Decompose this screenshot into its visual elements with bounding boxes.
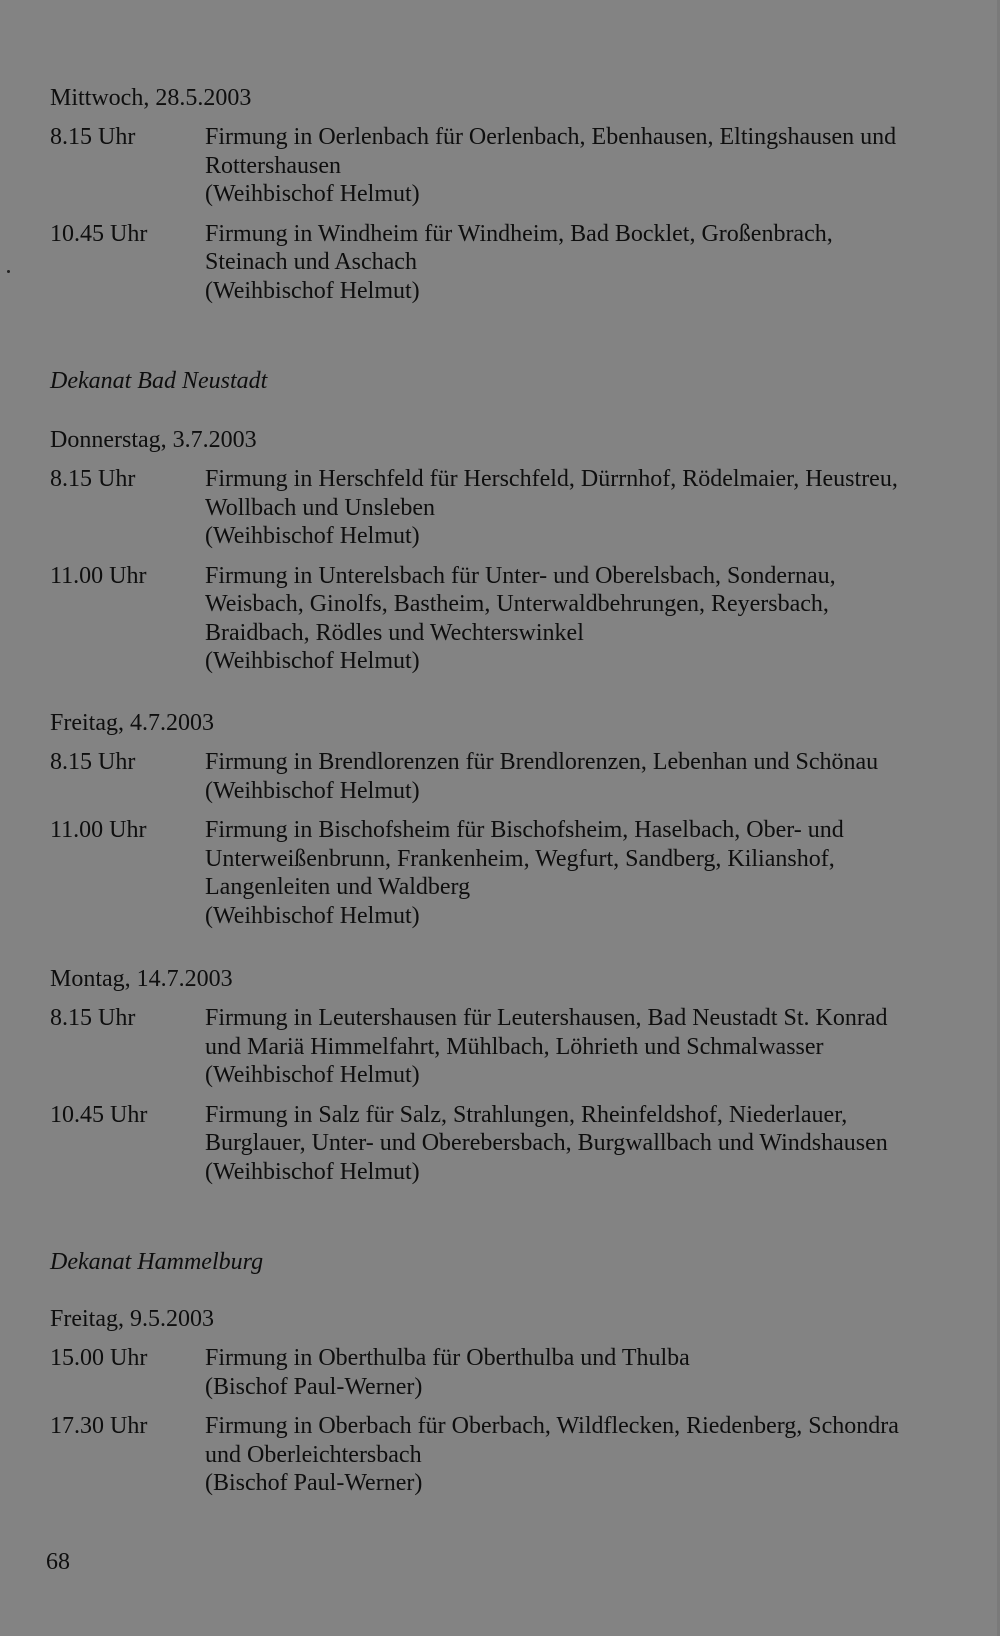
event-line: Burglauer, Unter- und Oberebersbach, Burgwallbach und Windshausen bbox=[205, 1130, 888, 1156]
event-officiant: (Bischof Paul-Werner) bbox=[205, 1470, 423, 1496]
event-line: Firmung in Oberbach für Oberbach, Wildflecken, Riedenberg, Schondra bbox=[205, 1413, 899, 1439]
event-time: 17.30 Uhr bbox=[50, 1413, 148, 1439]
event-line: Unterweißenbrunn, Frankenheim, Wegfurt, Sandberg, Kilianshof, bbox=[205, 845, 835, 872]
event-officiant: (Weihbischof Helmut) bbox=[205, 181, 420, 207]
day-date: Montag, 14.7.2003 bbox=[50, 966, 233, 992]
event-time: 10.45 Uhr bbox=[50, 1101, 148, 1128]
event-line: Firmung in Leutershausen für Leutershausen, Bad Neustadt St. Konrad bbox=[205, 1005, 888, 1031]
day-block bbox=[0, 965, 1000, 1186]
day-date: Freitag, 4.7.2003 bbox=[50, 710, 214, 736]
event-line: Firmung in Unterelsbach für Unter- und Oberelsbach, Sondernau, bbox=[205, 562, 836, 589]
event-line: Rottershausen bbox=[205, 152, 341, 179]
day-block bbox=[0, 84, 1000, 305]
event-entry bbox=[0, 748, 1000, 805]
event-entry bbox=[0, 1004, 1000, 1090]
section-heading: Dekanat Bad Neustadt bbox=[50, 368, 268, 394]
event-officiant: (Weihbischof Helmut) bbox=[205, 277, 420, 304]
event-line: Firmung in Oberthulba für Oberthulba und Thulba bbox=[205, 1345, 690, 1371]
event-description bbox=[205, 1412, 975, 1498]
event-officiant: (Bischof Paul-Werner) bbox=[205, 1373, 423, 1400]
event-time: 8.15 Uhr bbox=[50, 749, 136, 775]
event-line: Firmung in Herschfeld für Herschfeld, Dürrnhof, Rödelmaier, Heustreu, bbox=[205, 466, 898, 492]
event-time: 11.00 Uhr bbox=[50, 562, 147, 589]
event-time: 10.45 Uhr bbox=[50, 220, 148, 247]
day-date: Freitag, 9.5.2003 bbox=[50, 1306, 214, 1332]
event-time: 8.15 Uhr bbox=[50, 466, 136, 492]
day-block bbox=[0, 426, 1000, 676]
event-description bbox=[205, 816, 975, 930]
event-time: 8.15 Uhr bbox=[50, 1005, 136, 1031]
event-line: und Mariä Himmelfahrt, Mühlbach, Löhrieth und Schmalwasser bbox=[205, 1033, 824, 1060]
event-officiant: (Weihbischof Helmut) bbox=[205, 1158, 420, 1185]
event-line: Wollbach und Unsleben bbox=[205, 494, 436, 521]
event-line: Firmung in Salz für Salz, Strahlungen, Rheinfeldshof, Niederlauer, bbox=[205, 1101, 848, 1128]
event-description bbox=[205, 465, 975, 551]
section-heading: Dekanat Hammelburg bbox=[50, 1249, 264, 1275]
event-time: 8.15 Uhr bbox=[50, 124, 136, 150]
event-line: Langenleiten und Waldberg bbox=[205, 874, 471, 900]
event-entry bbox=[0, 1412, 1000, 1498]
event-officiant: (Weihbischof Helmut) bbox=[205, 523, 420, 549]
event-entry bbox=[0, 1344, 1000, 1401]
day-date: Donnerstag, 3.7.2003 bbox=[50, 427, 257, 453]
event-entry bbox=[0, 123, 1000, 209]
event-entry bbox=[0, 562, 1000, 676]
event-description bbox=[205, 1101, 975, 1187]
event-officiant: (Weihbischof Helmut) bbox=[205, 1062, 420, 1088]
event-entry bbox=[0, 1101, 1000, 1187]
day-date: Mittwoch, 28.5.2003 bbox=[50, 85, 252, 111]
event-entry bbox=[0, 465, 1000, 551]
day-block bbox=[0, 709, 1000, 930]
event-entry bbox=[0, 220, 1000, 306]
event-line: Steinach und Aschach bbox=[205, 249, 417, 275]
event-officiant: (Weihbischof Helmut) bbox=[205, 902, 420, 929]
day-block bbox=[0, 1305, 1000, 1498]
event-line: Firmung in Windheim für Windheim, Bad Bocklet, Großenbrach, bbox=[205, 220, 833, 247]
event-line: Firmung in Oerlenbach für Oerlenbach, Ebenhausen, Eltingshausen und bbox=[205, 124, 897, 150]
event-line: und Oberleichtersbach bbox=[205, 1441, 422, 1468]
event-description bbox=[205, 220, 975, 306]
event-description bbox=[205, 123, 975, 209]
event-officiant: (Weihbischof Helmut) bbox=[205, 777, 420, 804]
event-line: Firmung in Brendlorenzen für Brendlorenzen, Lebenhan und Schönau bbox=[205, 749, 879, 775]
event-description bbox=[205, 1004, 975, 1090]
event-description bbox=[205, 562, 975, 676]
event-entry bbox=[0, 816, 1000, 930]
event-description bbox=[205, 1344, 975, 1401]
event-description bbox=[205, 748, 975, 805]
event-line: Braidbach, Rödles und Wechterswinkel bbox=[205, 619, 584, 646]
event-time: 11.00 Uhr bbox=[50, 817, 147, 843]
event-line: Firmung in Bischofsheim für Bischofsheim, Haselbach, Ober- und bbox=[205, 817, 844, 843]
event-officiant: (Weihbischof Helmut) bbox=[205, 648, 420, 674]
event-time: 15.00 Uhr bbox=[50, 1345, 148, 1371]
event-line: Weisbach, Ginolfs, Bastheim, Unterwaldbehrungen, Reyersbach, bbox=[205, 591, 829, 617]
page-number: 68 bbox=[46, 1549, 70, 1575]
